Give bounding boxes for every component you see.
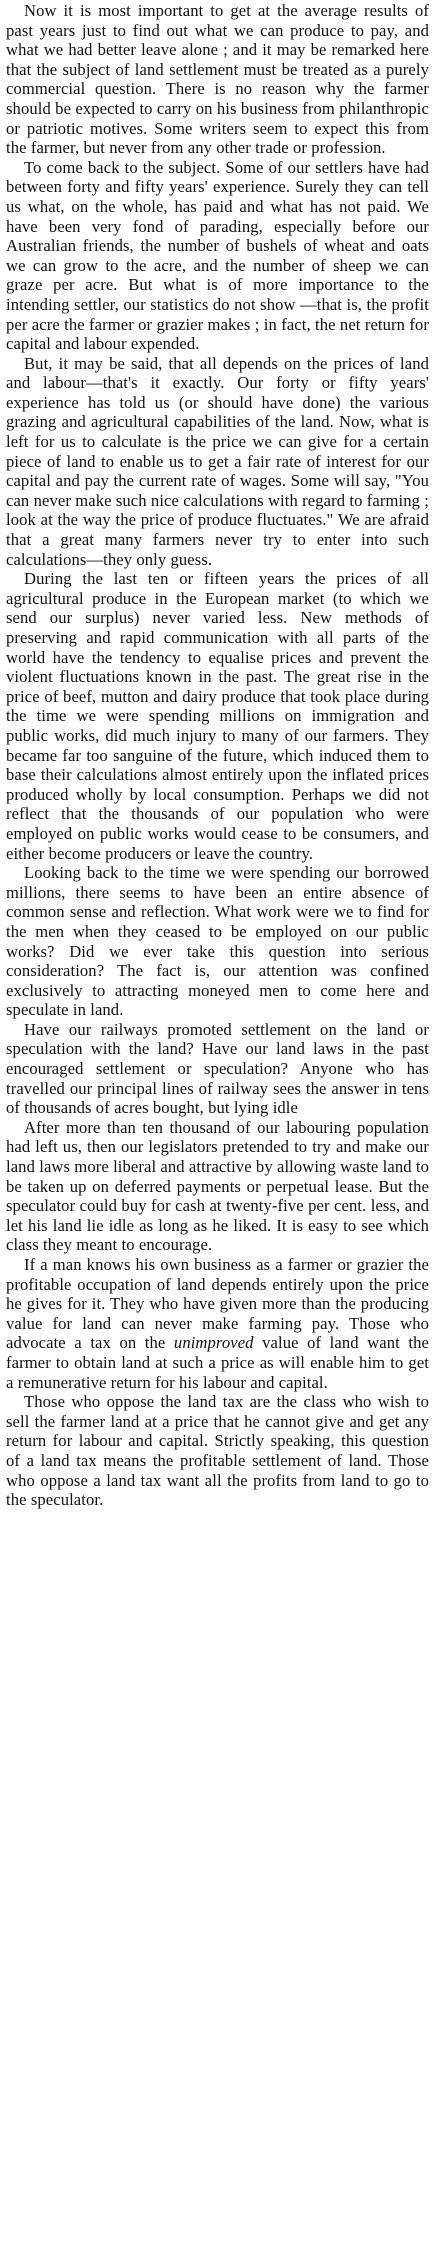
paragraph-7 — [6, 1118, 429, 1255]
paragraph-9 — [6, 1392, 429, 1510]
inline-run: After more than ten thousand of our labouring population had left us, then our legislators pretended to try and make our land laws more liberal and attractive by allowing waste land to be taken up on deferred payments or perpetual lease. But the speculator could buy for cash at twenty-five per cent. less, and let his land lie idle as long as he liked. It is easy to see which class they meant to encourage. — [6, 1117, 429, 1255]
paragraph-6 — [6, 1020, 429, 1118]
inline-run: To come back to the subject. Some of our settlers have had between forty and fifty years' experience. Surely they can tell us what, on the whole, has paid and what has not paid. We have been very fond of parading, especially before our Australian friends, the number of bushels of wheat and oats we can grow to the acre, and the number of sheep we can graze per acre. But what is of more importance to the intending settler, our statistics do not show —that is, the profit per acre the farmer or grazier makes ; in fact, the net return for capital and labour expended. — [6, 157, 429, 354]
paragraph-3 — [6, 354, 429, 570]
inline-run: But, it may be said, that all depends on the prices of land and labour—that's it exactly. Our forty or fifty years' experience has told us (or should have done) the various grazing and agricultural capabilities of the land. Now, what is left for us to calculate is the price we can give for a certain piece of land to enable us to get a fair rate of interest for our capital and pay the current rate of wages. Some will say, "You can never make such nice calculations with regard to farming ; look at the way the price of produce fluctuates." We are afraid that a great many farmers never try to enter into such calculations—they only guess. — [6, 353, 429, 569]
paragraph-2 — [6, 158, 429, 354]
inline-run: If a man knows his own business as a farmer or grazier the profitable occupation of land depends entirely upon the price he gives for it. They who have given more than the producing value for land can never make farming pay. Those who advocate a tax on the — [6, 1255, 429, 1353]
paragraph-4 — [6, 569, 429, 863]
inline-run: Now it is most important to get at the average results of past years just to find out what we can produce to pay, and what we had better leave alone ; and it may be remarked here that the subject of land settlement must be treated as a purely commercial question. There is no reason why the farmer should be expected to carry on his business from philanthropic or patriotic motives. Some writers seem to expect this from the farmer, but never from any other trade or profession. — [6, 1, 429, 158]
inline-run: Have our railways promoted settlement on the land or speculation with the land? Have our land laws in the past encouraged settlement or speculation? Anyone who has travelled our principal lines of railway sees the answer in tens of thousands of acres bought, but lying idle — [6, 1019, 429, 1118]
inline-run: During the last ten or fifteen years the prices of all agricultural produce in the European market (to which we send our surplus) never varied less. New methods of preserving and rapid communication with all parts of the world have the tendency to equalise prices and prevent the violent fluctuations known in the past. The great rise in the price of beef, mutton and dairy produce that took place during the time we were spending millions on immigration and public works, did much injury to many of our farmers. They became far too sanguine of the future, which induced them to base their calculations almost entirely upon the inflated prices produced wholly by local consumption. Perhaps we did not reflect that the thousands of our population who were employed on public works would cease to be consumers, and either become producers or leave the country. — [6, 569, 429, 863]
paragraph-8 — [6, 1255, 429, 1392]
inline-run: Looking back to the time we were spending our borrowed millions, there seems to have been an entire absence of common sense and reflection. What work were we to find for the men when they ceased to be employed on our public works? Did we ever take this question into serious consideration? The fact is, our attention was confined exclusively to attracting moneyed men to come here and speculate in land. — [6, 863, 429, 1020]
paragraph-5 — [6, 863, 429, 1020]
inline-run: value of land want the farmer to obtain land at such a price as will enable him to get a remunerative return for his labour and capital. — [6, 1333, 429, 1392]
inline-run: unimproved — [173, 1333, 254, 1353]
paragraph-1 — [6, 1, 429, 158]
inline-run: Those who oppose the land tax are the class who wish to sell the farmer land at a price that he cannot give and get any return for labour and capital. Strictly speaking, this question of a land tax means the profitable settlement of land. Those who oppose a land tax want all the profits from land to go to the speculator. — [6, 1392, 429, 1510]
